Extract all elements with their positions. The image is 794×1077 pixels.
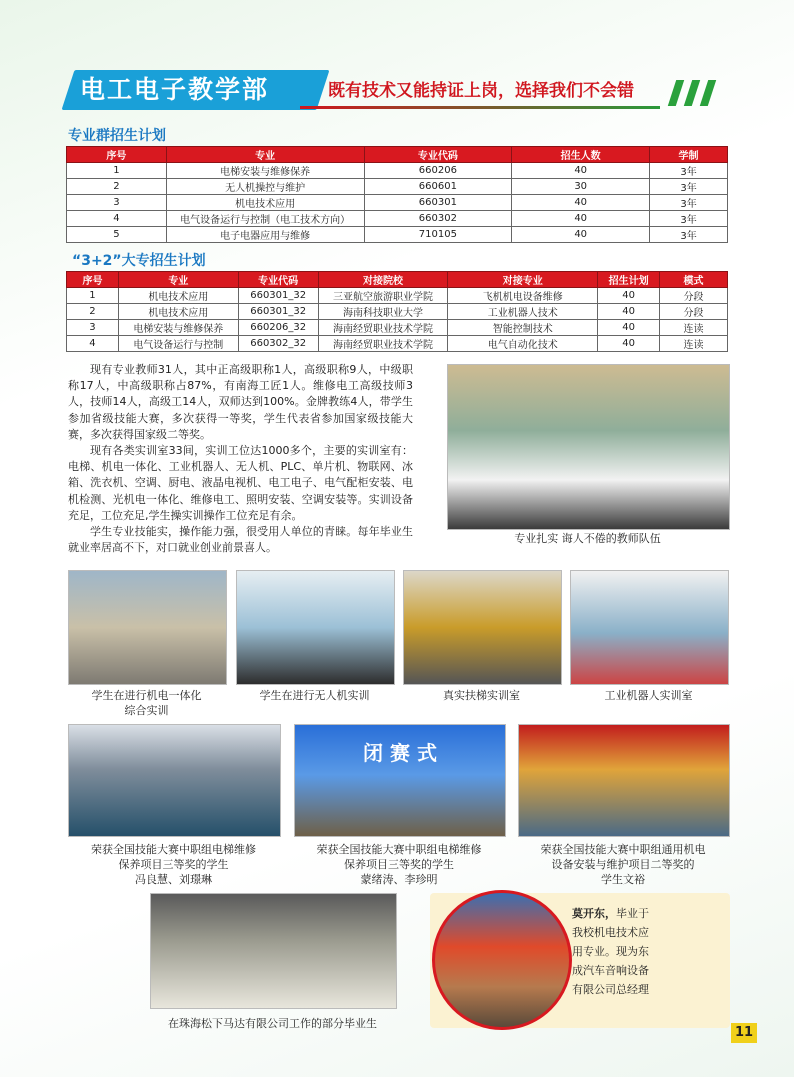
table-row (67, 288, 728, 304)
graduates-photo (150, 893, 397, 1009)
table-cell: 40 (512, 195, 650, 211)
paragraph-teachers: 现有专业教师31人，其中正高级职称1人，高级职称9人，中级职称17人，中高级职称占87%，有南海工匠1人。维修电工高级技师3人，技师14人，高级工14人，双师达到100%。金牌教练4人，带学生参加省级技能大赛，多次获得一等奖，学生代表省参加国家级技能大赛，多次获得国家级二等奖。 (68, 363, 413, 441)
drone-lab-photo (236, 570, 395, 685)
column-header: 专业 (118, 272, 238, 288)
table-cell: 海南经贸职业技术学院 (318, 336, 448, 352)
teachers-caption: 专业扎实 诲人不倦的教师队伍 (514, 532, 661, 545)
table-cell: 分段 (660, 288, 728, 304)
column-header: 专业 (166, 147, 364, 163)
table-cell: 工业机器人技术 (448, 304, 598, 320)
table-cell: 3年 (650, 227, 728, 243)
table-cell: 连读 (660, 320, 728, 336)
header-slogan: 既有技术又能持证上岗，选择我们不会错 (328, 81, 634, 101)
table-cell: 3年 (650, 195, 728, 211)
table-row (67, 304, 728, 320)
table-cell: 5 (67, 227, 167, 243)
table-cell: 电气设备运行与控制（电工技术方向） (166, 211, 364, 227)
table2-title: “3+2”大专招生计划 (72, 253, 206, 269)
drone-lab-caption: 学生在进行无人机实训 (259, 689, 370, 702)
robot-lab-photo (570, 570, 729, 685)
mechatronics-lab-photo (68, 570, 227, 685)
alumni-profile (572, 904, 652, 999)
teachers-photo (447, 364, 730, 530)
alumni-description: 毕业于我校机电技术应用专业。现为东成汽车音响设备有限公司总经理 (572, 907, 649, 996)
table-cell: 30 (512, 179, 650, 195)
award-caption-3: 荣获全国技能大赛中职组通用机电 设备安装与维护项目二等奖的 学生文裕 (540, 843, 706, 886)
page-number: 11 (731, 1023, 757, 1043)
table-cell: 40 (598, 288, 660, 304)
table-cell: 2 (67, 179, 167, 195)
column-header: 招生计划 (598, 272, 660, 288)
table-cell: 电气设备运行与控制 (118, 336, 238, 352)
paragraph-labs: 现有各类实训室33间，实训工位达1000多个，主要的实训室有：电梯、机电一体化、工业机器人、无人机、PLC、单片机、物联网、冰箱、洗衣机、空调、厨电、液晶电视机、电工电子、电气配柜安装、电机检测、光机电一体化、维修电工、照明安装、空调安装等。实训设备充足，工位充足,学生操实训操作工位充足有余。 (68, 444, 413, 522)
table-cell: 40 (598, 336, 660, 352)
table-row (67, 195, 728, 211)
table-cell: 660206 (364, 163, 512, 179)
column-header: 专业代码 (238, 272, 318, 288)
table-cell: 智能控制技术 (448, 320, 598, 336)
table-cell: 3年 (650, 163, 728, 179)
table-cell: 40 (512, 163, 650, 179)
paragraph-employment: 学生专业技能实，操作能力强，很受用人单位的青睐。每年毕业生就业率居高不下，对口就业创业前景喜人。 (68, 525, 413, 555)
column-header: 模式 (660, 272, 728, 288)
table-cell: 4 (67, 336, 119, 352)
table-row (67, 179, 728, 195)
table-cell: 660206_32 (238, 320, 318, 336)
green-stripe-icon (700, 80, 716, 106)
column-header: 招生人数 (512, 147, 650, 163)
table-cell: 660301_32 (238, 288, 318, 304)
table-cell: 660601 (364, 179, 512, 195)
mechatronics-lab-caption: 学生在进行机电一体化 综合实训 (91, 689, 202, 717)
alumni-name: 莫开东， (572, 907, 616, 920)
table-cell: 电气自动化技术 (448, 336, 598, 352)
table-cell: 3 (67, 320, 119, 336)
table-cell: 660301_32 (238, 304, 318, 320)
table-cell: 40 (512, 211, 650, 227)
table-cell: 电梯安装与维修保养 (118, 320, 238, 336)
table-cell: 连读 (660, 336, 728, 352)
table-cell: 3年 (650, 211, 728, 227)
table-cell: 40 (512, 227, 650, 243)
table-cell: 710105 (364, 227, 512, 243)
table-cell: 飞机机电设备维修 (448, 288, 598, 304)
table-cell: 三亚航空旅游职业学院 (318, 288, 448, 304)
table-cell: 2 (67, 304, 119, 320)
table-cell: 机电技术应用 (166, 195, 364, 211)
table-cell: 无人机操控与维护 (166, 179, 364, 195)
table-cell: 660302_32 (238, 336, 318, 352)
intro-text (68, 362, 413, 556)
table-cell: 1 (67, 288, 119, 304)
table-cell: 40 (598, 320, 660, 336)
award-photo-2 (294, 724, 506, 837)
table-row (67, 163, 728, 179)
table-row (67, 227, 728, 243)
column-header: 序号 (67, 147, 167, 163)
table-cell: 机电技术应用 (118, 304, 238, 320)
green-stripe-icon (668, 80, 684, 106)
enrollment-table (66, 146, 728, 243)
table-cell: 海南经贸职业技术学院 (318, 320, 448, 336)
robot-lab-caption: 工业机器人实训室 (604, 689, 693, 702)
table-row (67, 211, 728, 227)
award-caption-2: 荣获全国技能大赛中职组电梯维修 保养项目三等奖的学生 蒙绪涛、李珍明 (316, 843, 482, 886)
escalator-lab-caption: 真实扶梯实训室 (443, 689, 520, 702)
table-cell: 3 (67, 195, 167, 211)
three-plus-two-table (66, 271, 728, 352)
table-cell: 机电技术应用 (118, 288, 238, 304)
column-header: 序号 (67, 272, 119, 288)
table-cell: 分段 (660, 304, 728, 320)
table-cell: 1 (67, 163, 167, 179)
graduates-caption: 在珠海松下马达有限公司工作的部分毕业生 (168, 1017, 377, 1030)
table-cell: 3年 (650, 179, 728, 195)
header-underline (300, 106, 660, 109)
table-cell: 40 (598, 304, 660, 320)
alumni-photo (432, 890, 572, 1030)
table-row (67, 320, 728, 336)
green-stripe-icon (684, 80, 700, 106)
table-row (67, 336, 728, 352)
award-photo-3 (518, 724, 730, 837)
closing-ceremony-text: 闭 赛 式 (363, 741, 437, 765)
table1-title: 专业群招生计划 (68, 128, 166, 144)
column-header: 对接专业 (448, 272, 598, 288)
table-cell: 660301 (364, 195, 512, 211)
table-cell: 660302 (364, 211, 512, 227)
award-caption-1: 荣获全国技能大赛中职组电梯维修 保养项目三等奖的学生 冯良慧、刘璟琳 (91, 843, 256, 886)
department-title: 电工电子教学部 (80, 75, 270, 104)
table-cell: 电梯安装与维修保养 (166, 163, 364, 179)
column-header: 对接院校 (318, 272, 448, 288)
table-cell: 4 (67, 211, 167, 227)
column-header: 学制 (650, 147, 728, 163)
table-cell: 海南科技职业大学 (318, 304, 448, 320)
escalator-lab-photo (403, 570, 562, 685)
table-cell: 电子电器应用与维修 (166, 227, 364, 243)
award-photo-1 (68, 724, 281, 837)
column-header: 专业代码 (364, 147, 512, 163)
